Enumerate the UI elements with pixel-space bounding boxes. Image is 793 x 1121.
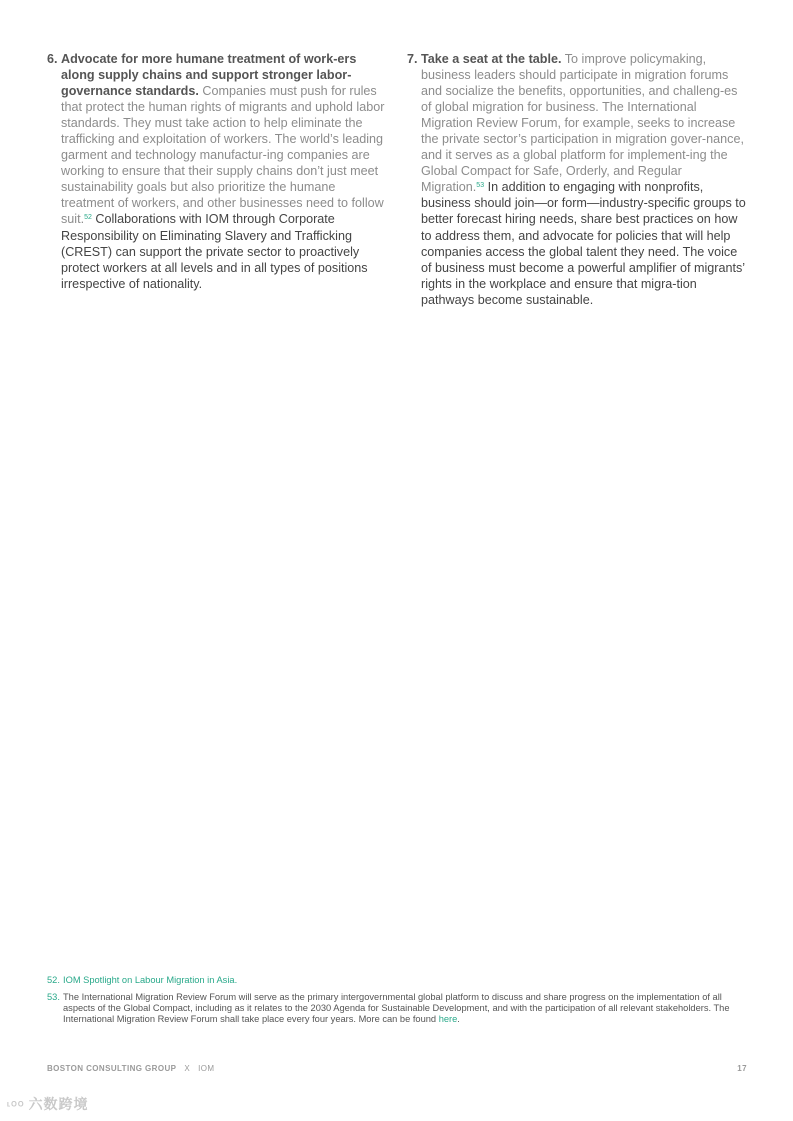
item-heading: Take a seat at the table. — [421, 52, 562, 66]
item-body: Companies must push for rules that protect the human rights of migrants and uphold labor standards. They must take action to help eliminate the trafficking and exploitation of workers. The world’s leading garment and technology manufactur-ing companies are working to ensure that their supply chains don’t just meet sustainability goals but also prioritize the humane treatment of workers, and other businesses need to follow suit. — [61, 84, 385, 227]
footnote-text: The International Migration Review Forum will serve as the primary intergovernmental global platform to discuss and share progress on the implementation of all aspects of the Global Compact, including as it relates to the 2030 Agenda for Sustainable Development, and with the participation of all relevant stakeholders. The International Migration Review Forum shall take place every four years. More can be found — [63, 992, 730, 1024]
item-number: 6. — [47, 52, 58, 66]
footnote-end: . — [457, 1014, 460, 1024]
footer-brand: BOSTON CONSULTING GROUP — [47, 1064, 177, 1073]
item-body-continued: Collaborations with IOM through Corporate Responsibility on Eliminating Slavery and Trafficking (CREST) can support the private sector to proactively protect workers at all levels and in all types of positions irrespective of nationality. — [61, 212, 368, 291]
footnote-ref-53[interactable]: 53 — [476, 182, 485, 190]
footnote-link-text[interactable]: IOM Spotlight on Labour Migration in Asia. — [63, 975, 238, 985]
watermark-logo-icon: ᶫᴼᴼ — [7, 1100, 25, 1112]
footnote-53 — [47, 992, 747, 1025]
footer-partner: IOM — [198, 1064, 215, 1073]
watermark-text: 六数跨境 — [28, 1096, 89, 1112]
footnote-here-link[interactable]: here — [438, 1014, 458, 1024]
item-number: 7. — [407, 52, 418, 66]
item-body: To improve policymaking, business leaders should participate in migration forums and socialize the benefits, opportunities, and challeng-es of global migration for business. The International Migration Review Forum, for example, seeks to increase the private sector’s participation in migration gover-nance, and it serves as a global platform for implement-ing the Global Compact for Safe, Orderly, and Regular Migration. — [421, 52, 744, 195]
left-column — [47, 51, 385, 292]
right-column — [407, 51, 747, 308]
item-body-continued: In addition to engaging with nonprofits, business should join—or form—industry-specific groups to better forecast hiring needs, share best practices on how to address them, and advocate for policies that will help companies access the global talent they need. The voice of business must become a powerful amplifier of migrants’ rights in the workplace and ensure that migra-tion pathways become sustainable. — [421, 180, 746, 307]
footnote-number: 53. — [47, 992, 60, 1002]
item-heading: Advocate for more humane treatment of work-ers along supply chains and support stronger labor-governance standards. — [61, 52, 357, 99]
recommendation-7 — [407, 51, 747, 308]
footnote-52 — [47, 975, 747, 986]
recommendation-6 — [47, 51, 385, 292]
footer-separator: X — [184, 1064, 191, 1073]
footnotes — [47, 975, 747, 1031]
footnote-number: 52. — [47, 975, 60, 985]
page-footer — [47, 1064, 747, 1073]
watermark — [7, 1094, 89, 1114]
page-number: 17 — [737, 1064, 747, 1073]
footnote-ref-52[interactable]: 52 — [84, 214, 92, 222]
